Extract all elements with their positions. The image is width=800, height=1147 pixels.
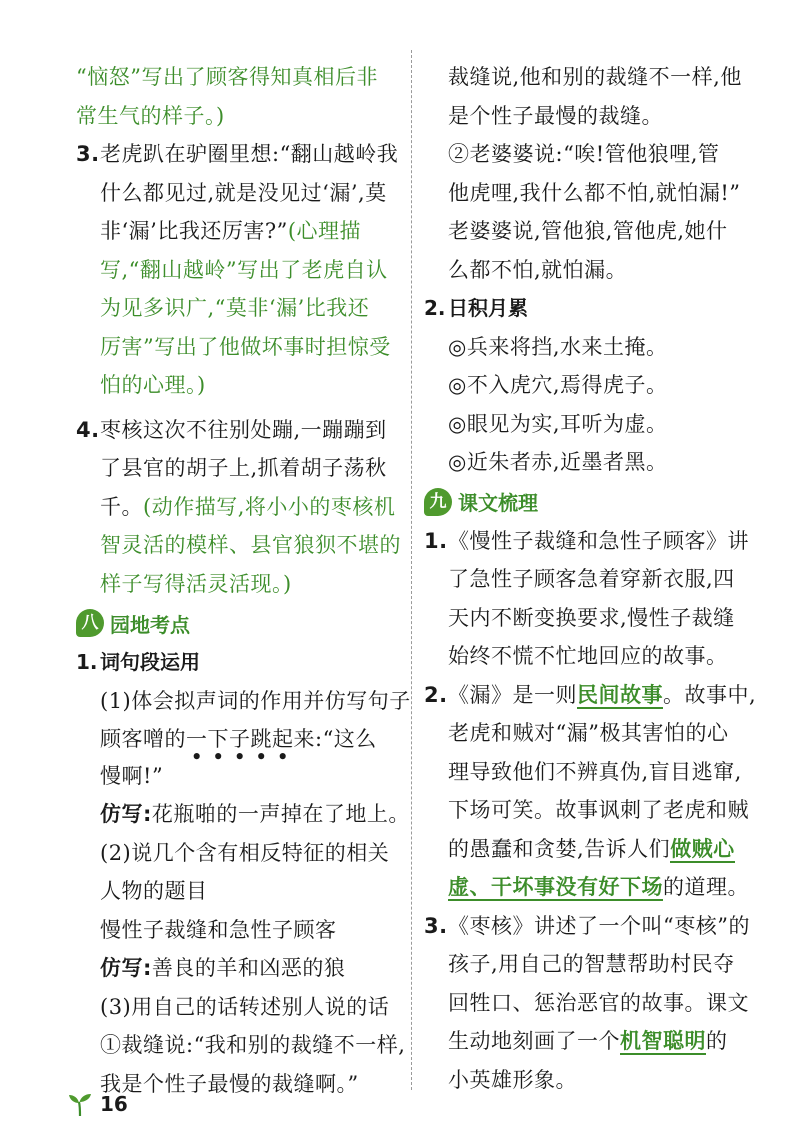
subsection-2 <box>424 289 750 482</box>
answer-text: 老婆婆说,管他狼,管他虎,她什 <box>448 219 728 243</box>
summary-text: 《枣核》讲述了一个叫“枣核”的 <box>448 913 750 938</box>
summary-text: 的愚蠢和贪婪,告诉人们 <box>448 836 671 861</box>
idiom: ◎近朱者赤,近墨者黑。 <box>448 450 668 474</box>
section-title: 课文梳理 <box>458 491 538 515</box>
item-text: 枣核这次不往别处蹦,一蹦蹦到 <box>100 417 387 442</box>
item-3 <box>76 135 404 405</box>
note-line: 厉害”写出了他做坏事时担惊受 <box>100 334 391 359</box>
summary-text: 老虎和贼对“漏”极其害怕的心 <box>448 721 729 745</box>
answer-text: 么都不怕,就怕漏。 <box>448 257 628 282</box>
section-9-header <box>424 482 750 522</box>
summary-text: 了急性子顾客急着穿新衣服,四 <box>448 567 735 591</box>
example-text: ①裁缝说:“我和别的裁缝不一样, <box>100 1033 406 1057</box>
left-column <box>76 58 411 1103</box>
summary-2 <box>424 676 757 907</box>
answer-text: 善良的羊和凶恶的狼 <box>151 956 346 980</box>
emphasis-dots: • • • • • <box>190 744 289 769</box>
summary-text: 的道理。 <box>663 875 749 899</box>
item-text: 老虎趴在驴圈里想:“翻山越岭我 <box>100 142 399 166</box>
summary-text: 小英雄形象。 <box>448 1067 577 1092</box>
summary-text: 下场可笑。故事讽刺了老虎和贼 <box>448 798 749 822</box>
example-text: 他虎哩,我什么都不怕,就怕漏!” <box>448 180 741 205</box>
idiom: ◎兵来将挡,水来土掩。 <box>448 334 668 359</box>
summary-text: 的 <box>706 1029 728 1053</box>
idiom: ◎眼见为实,耳听为虚。 <box>448 411 668 436</box>
subsection-title: 日积月累 <box>448 296 528 320</box>
item-4 <box>76 411 404 604</box>
note-text: (心理描 <box>287 219 362 243</box>
item-number: 4. <box>76 417 100 442</box>
section-title: 园地考点 <box>110 612 190 637</box>
item-text: 非‘漏’比我还厉害?” <box>100 219 288 243</box>
answer-blank: 机智聪明 <box>620 1028 706 1053</box>
example-text: 顾客噌的一下子跳起来:“这么 <box>100 727 377 751</box>
item-number: 1. <box>424 528 448 553</box>
question-text: (1)体会拟声词的作用并仿写句子 <box>100 688 411 713</box>
item-number: 2. <box>424 682 448 707</box>
answer-blank: 做贼心 <box>670 835 735 861</box>
subsection-1 <box>76 643 411 1103</box>
summary-text: 始终不慌不忙地回应的故事。 <box>448 644 728 668</box>
subsection-title: 词句段运用 <box>100 650 200 674</box>
item-text: 了县官的胡子上,抓着胡子荡秋 <box>100 456 387 480</box>
q3-continued <box>424 58 750 289</box>
page-footer <box>66 1090 128 1118</box>
item-number: 1. <box>76 650 98 674</box>
summary-text: 《漏》是一则 <box>448 682 577 707</box>
page-number: 16 <box>100 1092 128 1116</box>
summary-text: 孩子,用自己的智慧帮助村民夺 <box>448 952 735 976</box>
summary-text: 《慢性子裁缝和急性子顾客》讲 <box>448 528 749 553</box>
note-text: (动作描写,将小小的枣核机 <box>143 494 396 519</box>
idiom: ◎不入虎穴,焉得虎子。 <box>448 373 668 397</box>
answer-text: 是个性子最慢的裁缝。 <box>448 103 663 128</box>
item-number: 2. <box>424 296 446 320</box>
answer-text: 花瓶啪的一声掉在了地上。 <box>151 802 410 826</box>
summary-text: 天内不断变换要求,慢性子裁缝 <box>448 605 735 630</box>
note-line: 智灵活的模样、县官狼狈不堪的 <box>100 533 401 557</box>
answer-label: 仿写: <box>100 802 152 826</box>
summary-text: 。故事中, <box>663 682 757 707</box>
answer-blank: 民间故事 <box>577 681 663 707</box>
example-text: 慢啊!” <box>100 763 164 788</box>
note-line: 为见多识广,“莫非‘漏’比我还 <box>100 296 370 320</box>
question-text: (2)说几个含有相反特征的相关 <box>100 840 390 865</box>
example-text: ②老婆婆说:“唉!管他狼哩,管 <box>448 142 720 166</box>
item-number: 3. <box>76 142 100 166</box>
summary-text: 生动地刻画了一个 <box>448 1029 620 1053</box>
note-line: 怕的心理。) <box>100 373 206 397</box>
answer-text: 裁缝说,他和别的裁缝不一样,他 <box>448 65 742 89</box>
note-line: 样子写得活灵活现。) <box>100 571 292 596</box>
note-line: 写,“翻山越岭”写出了老虎自认 <box>100 257 388 282</box>
item-number: 3. <box>424 913 448 938</box>
summary-1 <box>424 522 750 676</box>
item-text: 什么都见过,就是没见过‘漏’,莫 <box>100 180 387 205</box>
question-text: 人物的题目 <box>100 879 208 903</box>
note-line: 常生气的样子。) <box>76 103 225 128</box>
section-badge: 九 <box>424 488 452 516</box>
question-text: (3)用自己的话转述别人说的话 <box>100 994 390 1019</box>
example-text: 我是个性子最慢的裁缝啊。” <box>100 1071 359 1096</box>
summary-3 <box>424 907 750 1100</box>
example-text: 慢性子裁缝和急性子顾客 <box>100 917 337 942</box>
summary-text: 回牲口、惩治恶官的故事。课文 <box>448 990 749 1015</box>
answer-label: 仿写: <box>100 956 152 980</box>
summary-text: 理导致他们不辨真伪,盲目逃窜, <box>448 759 742 784</box>
item-text: 千。 <box>100 494 143 519</box>
section-8-header <box>76 603 404 643</box>
sprout-icon <box>66 1090 94 1118</box>
right-column <box>424 58 757 1099</box>
section-badge: 八 <box>76 609 104 637</box>
answer-blank: 虚、干坏事没有好下场 <box>448 874 663 899</box>
column-divider <box>411 50 412 1090</box>
note-line: “恼怒”写出了顾客得知真相后非 <box>76 65 378 89</box>
